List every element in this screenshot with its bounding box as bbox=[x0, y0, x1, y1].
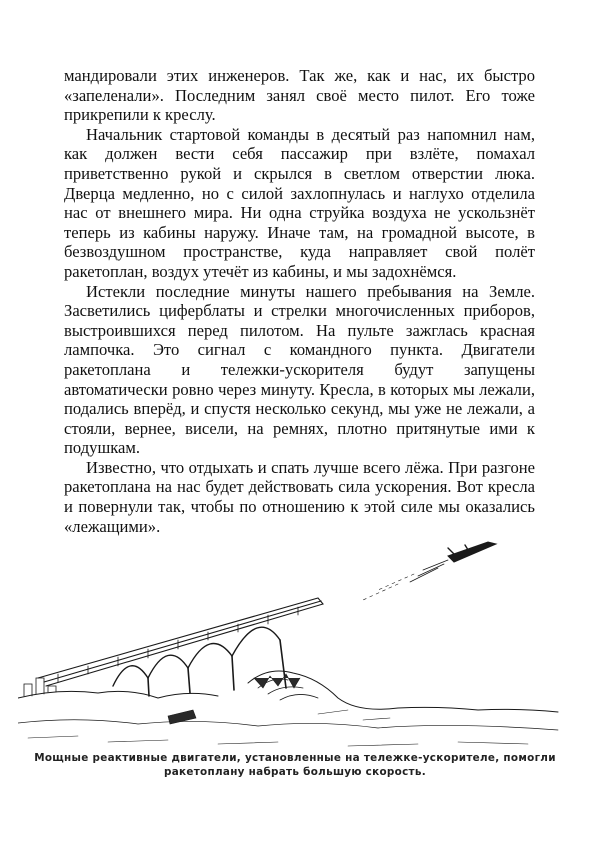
rocketplane-launch-illustration bbox=[18, 538, 563, 753]
paragraph-1: мандировали этих инженеров. Так же, как и нас, их быстро «запеленали». Последним занял своё место пилот. Его тоже прикрепили к креслу. bbox=[64, 66, 535, 125]
caption-line-2: ракетоплану набрать большую скорость. bbox=[163, 766, 426, 778]
paragraph-4: Известно, что отдыхать и спать лучше всего лёжа. При разгоне ракетоплана на нас будет действовать сила ускорения. Вот кресла и повернули так, чтобы по отношению к этой силе мы оказались «лежащими». bbox=[64, 457, 535, 536]
caption-line-1: Мощные реактивные двигатели, установленные на тележке-ускорителе, помогли bbox=[34, 752, 556, 764]
terrain-drawing bbox=[18, 671, 558, 746]
paragraph-3: Истекли последние минуты нашего пребывания на Земле. Засветились циферблаты и стрелки многочисленных приборов, выстроившихся перед пилотом. На пульте зажглась красная лампочка. Это сигнал с командного пункта. Двигатели ракетоплана и тележки-ускорителя будут запущены автоматически ровно через минуту. Кресла, в которых мы лежали, подались вперёд, и спустя несколько секунд, мы уже не лежали, а стояли, вернее, висели, на ремнях, плотно притянутые ими к подушкам. bbox=[64, 281, 535, 458]
rocketplane-drawing bbox=[363, 542, 496, 600]
paragraph-2: Начальник стартовой команды в десятый раз напомнил нам, как должен вести себя пассажир при взлёте, помахал приветственно рукой и скрылся в светлом отверстии люка. Дверца медленно, но с силой захлопнулась и наглухо отделила нас от внешнего мира. Ни одна струйка воздуха не ускользнёт теперь из кабины наружу. Иначе там, на громадной высоте, в безвоздушном пространстве, куда направляет свой полёт ракетоплан, воздух утечёт из кабины, и мы задохнёмся. bbox=[64, 124, 535, 281]
body-text bbox=[64, 66, 535, 536]
figure-caption bbox=[20, 751, 570, 779]
